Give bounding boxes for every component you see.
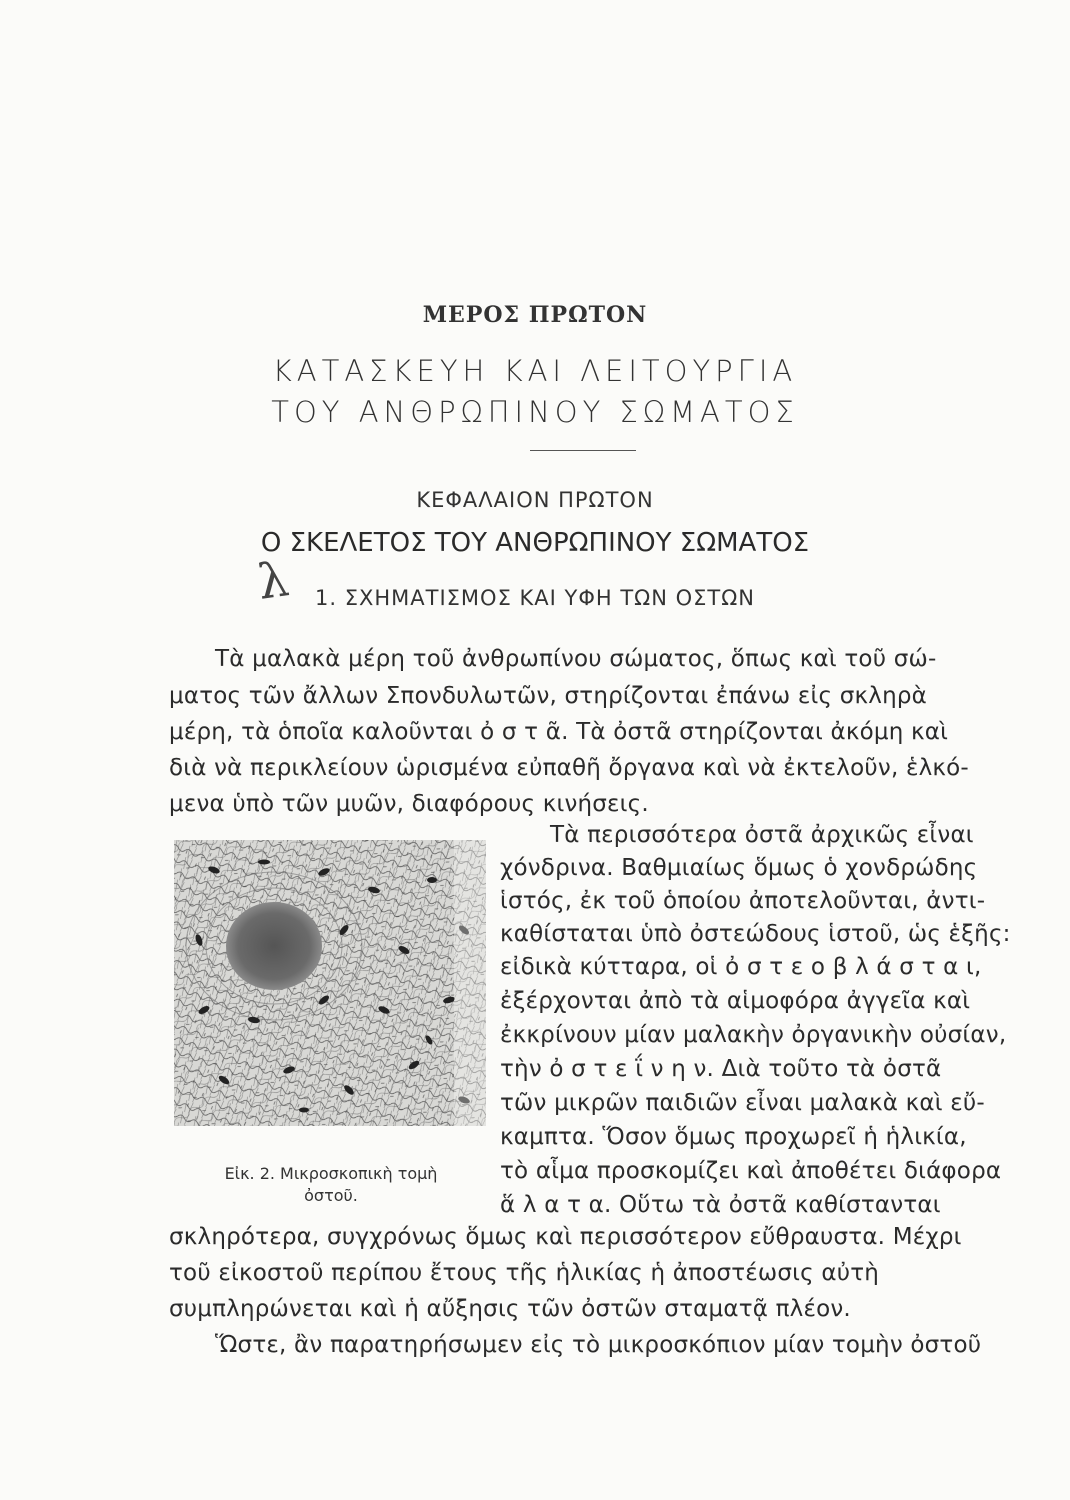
body-line: Ὥστε, ἂν παρατηρήσωμεν εἰς τὸ μικροσκόπιον μίαν τομὴν ὀστοῦ	[215, 1332, 982, 1358]
section-heading: 1. ΣΧΗΜΑΤΙΣΜΟΣ ΚΑΙ ΥΦΗ ΤΩΝ ΟΣΤΩΝ	[315, 586, 755, 610]
handwritten-margin-mark: λ	[254, 551, 293, 611]
main-title-line-2: ΤΟΥ ΑΝΘΡΩΠΙΝΟΥ ΣΩΜΑΤΟΣ	[271, 395, 799, 429]
body-line: χόνδρινα. Βαθμιαίως ὅμως ὁ χονδρώδης	[500, 855, 978, 881]
body-line: εἰδικὰ κύτταρα, οἱ ὀ σ τ ε ο β λ ά σ τ α ι,	[500, 954, 982, 980]
figure-caption-line-1: Εἰκ. 2. Μικροσκοπικὴ τομὴ	[224, 1164, 438, 1183]
bone-micrograph-figure	[174, 840, 486, 1126]
body-line: μέρη, τὰ ὁποῖα καλοῦνται ὀ σ τ ᾶ. Τὰ ὀστᾶ στηρίζονται ἀκόμη καὶ	[169, 719, 949, 745]
body-line: συμπληρώνεται καὶ ἡ αὔξησις τῶν ὀστῶν σταματᾷ πλέον.	[169, 1296, 851, 1322]
figure-caption	[150, 1163, 512, 1207]
body-line: μενα ὑπὸ τῶν μυῶν, διαφόρους κινήσεις.	[169, 791, 649, 817]
body-line: ἐκκρίνουν μίαν μαλακὴν ὀργανικὴν οὐσίαν,	[500, 1022, 1007, 1048]
body-line: ματος τῶν ἄλλων Σπονδυλωτῶν, στηρίζονται ἐπάνω εἰς σκληρὰ	[169, 683, 928, 709]
part-title: ΜΕΡΟΣ ΠΡΩΤΟΝ	[422, 302, 648, 328]
body-line: τῶν μικρῶν παιδιῶν εἶναι μαλακὰ καὶ εὔ-	[500, 1090, 985, 1116]
body-line: ἐξέρχονται ἀπὸ τὰ αἱμοφόρα ἀγγεῖα καὶ	[500, 988, 971, 1014]
title-divider	[530, 450, 636, 451]
body-line: τοῦ εἰκοστοῦ περίπου ἔτους τῆς ἡλικίας ἡ ἀποστέωσις αὐτὴ	[169, 1260, 880, 1286]
body-line: ἱστός, ἐκ τοῦ ὁποίου ἀποτελοῦνται, ἀντι-	[500, 888, 986, 914]
body-line: τὸ αἷμα προσκομίζει καὶ ἀποθέτει διάφορα	[500, 1158, 1002, 1184]
body-line: ἅ λ α τ α. Οὕτω τὰ ὀστᾶ καθίστανται	[500, 1192, 941, 1218]
body-line: καθίσταται ὑπὸ ὀστεώδους ἱστοῦ, ὡς ἑξῆς:	[500, 921, 1011, 947]
body-line: τὴν ὀ σ τ ε ΐ ν η ν. Διὰ τοῦτο τὰ ὀστᾶ	[500, 1056, 942, 1082]
body-line: Τὰ περισσότερα ὀστᾶ ἀρχικῶς εἶναι	[550, 822, 974, 848]
body-line: καμπτα. Ὅσον ὅμως προχωρεῖ ἡ ἡλικία,	[500, 1124, 967, 1150]
bone-micrograph-image	[174, 840, 486, 1126]
main-title-line-1: ΚΑΤΑΣΚΕΥΗ ΚΑΙ ΛΕΙΤΟΥΡΓΙΑ	[272, 354, 798, 388]
body-line: σκληρότερα, συγχρόνως ὅμως καὶ περισσότερον εὔθραυστα. Μέχρι	[169, 1224, 962, 1250]
chapter-heading: ΚΕΦΑΛΑΙΟΝ ΠΡΩΤΟΝ	[416, 488, 654, 512]
body-line: διὰ νὰ περικλείουν ὡρισμένα εὐπαθῆ ὄργανα καὶ νὰ ἐκτελοῦν, ἑλκό-	[169, 755, 969, 781]
chapter-title: Ο ΣΚΕΛΕΤΟΣ ΤΟΥ ΑΝΘΡΩΠΙΝΟΥ ΣΩΜΑΤΟΣ	[260, 528, 810, 558]
body-line: Τὰ μαλακὰ μέρη τοῦ ἀνθρωπίνου σώματος, ὅπως καὶ τοῦ σώ-	[215, 646, 937, 672]
figure-caption-line-2: ὀστοῦ.	[304, 1186, 358, 1205]
